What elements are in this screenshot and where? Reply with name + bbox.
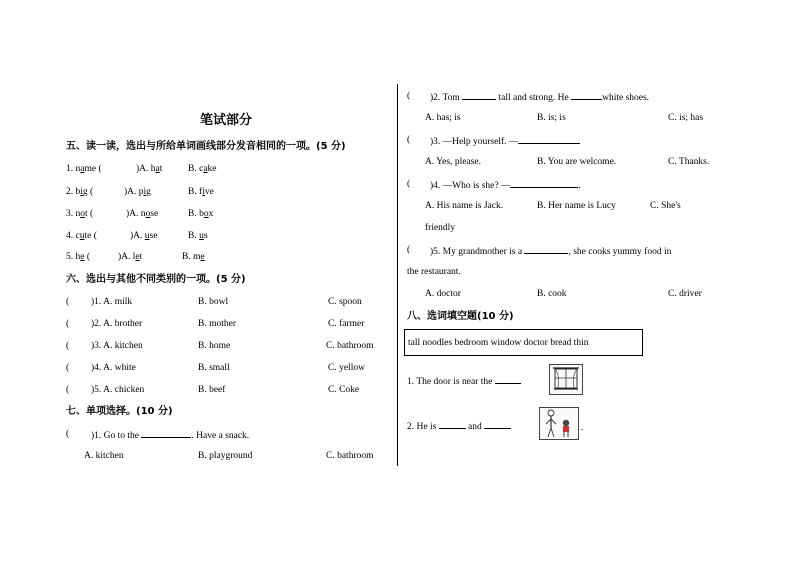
- sec6-row-1-paren: (: [66, 297, 70, 307]
- sec7-q4-option-a: A. His name is Jack.: [425, 201, 504, 211]
- sec5-q3-option-b: B. box: [188, 209, 214, 219]
- sec7-q2-blank-2: [571, 90, 602, 100]
- section-8-header: 八、选词填空题(10 分): [407, 311, 514, 322]
- sec7-q1-option-a: A. kitchen: [84, 451, 124, 461]
- sec8-q2-text: 2. He is and: [407, 419, 511, 433]
- sec6-row-2-option-b: B. mother: [198, 319, 236, 329]
- sec7-q5-stem-line2: the restaurant.: [407, 267, 461, 277]
- sec7-q1-blank: [141, 428, 191, 438]
- sec6-row-2-option-c: C. farmer: [328, 319, 365, 329]
- sec8-q2-period: .: [581, 423, 584, 433]
- sec7-q3-option-b: B. You are welcome.: [537, 157, 617, 167]
- sec6-row-1-option-c: C. spoon: [328, 297, 362, 307]
- sec6-row-4-paren: (: [66, 363, 70, 373]
- sec7-q4-option-c-cont: friendly: [425, 223, 456, 233]
- sec6-row-4-option-c: C. yellow: [328, 363, 365, 373]
- sec6-row-1-option-b: B. bowl: [198, 297, 229, 307]
- sec7-q5-option-c: C. driver: [668, 289, 702, 299]
- sec5-q5-option-b: B. me: [182, 252, 205, 262]
- sec7-q3-stem: )3. —Help yourself. —: [430, 134, 580, 148]
- sec5-q2-option-a: )A. pig: [124, 187, 151, 197]
- sec6-row-4-option-a: )4. A. white: [91, 363, 136, 373]
- sec5-q1-word: 1. name (: [66, 164, 102, 174]
- sec7-q3-paren: (: [407, 135, 411, 145]
- sec6-row-5-option-b: B. beef: [198, 385, 226, 395]
- sec5-q2-option-b: B. five: [188, 187, 214, 197]
- sec7-q4-paren: (: [407, 179, 411, 189]
- sec7-q5-paren: (: [407, 245, 411, 255]
- sec5-q3-option-a: )A. nose: [126, 209, 159, 219]
- sec6-row-5-option-c: C. Coke: [328, 385, 360, 395]
- sec7-q1-option-c: C. bathroom: [326, 451, 374, 461]
- sec5-q4-word: 4. cute (: [66, 231, 97, 241]
- sec7-q3-option-a: A. Yes, please.: [425, 157, 481, 167]
- page-title: 笔试部分: [200, 113, 253, 128]
- sec7-q5-blank: [524, 244, 568, 254]
- sec6-row-1-option-a: )1. A. milk: [91, 297, 133, 307]
- sec6-row-5-option-a: )5. A. chicken: [91, 385, 145, 395]
- people-icon: [540, 408, 578, 439]
- sec8-q1-blank: [495, 374, 521, 384]
- section-6-header: 六、选出与其他不同类别的一项。(5 分): [66, 274, 246, 285]
- sec7-q2-paren: (: [407, 91, 411, 101]
- sec8-q1-text: 1. The door is near the: [407, 374, 521, 388]
- sec7-q2-stem: )2. Tom tall and strong. He white shoes.: [430, 90, 649, 104]
- sec7-q4-option-c: C. She's: [650, 201, 681, 211]
- sec7-q5-option-b: B. cook: [537, 289, 567, 299]
- sec5-q4-option-a: )A. use: [130, 231, 158, 241]
- sec7-q3-option-c: C. Thanks.: [668, 157, 710, 167]
- sec5-q1-option-a: )A. hat: [136, 164, 163, 174]
- sec6-row-2-paren: (: [66, 319, 70, 329]
- sec7-q1-paren: (: [66, 429, 70, 439]
- sec5-q5-word: 5. he (: [66, 252, 91, 262]
- sec6-row-3-option-a: )3. A. kitchen: [91, 341, 143, 351]
- sec7-q4-stem: )4. —Who is she? — .: [430, 178, 581, 192]
- sec5-q4-option-b: B. us: [188, 231, 208, 241]
- sec6-row-2-option-a: )2. A. brother: [91, 319, 143, 329]
- section-7-header: 七、单项选择。(10 分): [66, 406, 173, 417]
- sec5-q1-option-b: B. cake: [188, 164, 217, 174]
- sec7-q3-blank: [518, 134, 580, 144]
- sec6-row-3-option-c: C. bathroom: [326, 341, 374, 351]
- sec7-q1-option-b: B. playground: [198, 451, 253, 461]
- window-picture: [549, 364, 583, 395]
- window-icon: [550, 365, 582, 394]
- sec7-q1-stem: )1. Go to the . Have a snack.: [91, 428, 249, 442]
- sec6-row-5-paren: (: [66, 385, 70, 395]
- sec8-q2-blank-1: [439, 419, 466, 429]
- sec7-q2-blank-1: [462, 90, 496, 100]
- sec5-q5-option-a: )A. let: [118, 252, 143, 262]
- tall-and-thin-picture: [539, 407, 579, 440]
- sec7-q5-stem: )5. My grandmother is a , she cooks yummy food in: [430, 244, 671, 258]
- sec5-q3-word: 3. not (: [66, 209, 94, 219]
- sec7-q4-option-b: B. Her name is Lucy: [537, 201, 616, 211]
- sec5-q2-word: 2. big (: [66, 187, 94, 197]
- sec7-q2-option-c: C. is; has: [668, 113, 704, 123]
- section-5-header: 五、读一读，选出与所给单词画线部分发音相同的一项。(5 分): [66, 141, 346, 152]
- sec6-row-3-paren: (: [66, 341, 70, 351]
- sec8-q2-blank-2: [484, 419, 511, 429]
- sec7-q5-option-a: A. doctor: [425, 289, 461, 299]
- sec6-row-4-option-b: B. small: [198, 363, 230, 373]
- column-divider: [397, 84, 398, 466]
- sec7-q2-option-a: A. has; is: [425, 113, 461, 123]
- sec7-q4-blank: [510, 178, 578, 188]
- sec6-row-3-option-b: B. home: [198, 341, 231, 351]
- word-bank-words: tall noodles bedroom window doctor bread thin: [408, 338, 589, 348]
- sec7-q2-option-b: B. is; is: [537, 113, 566, 123]
